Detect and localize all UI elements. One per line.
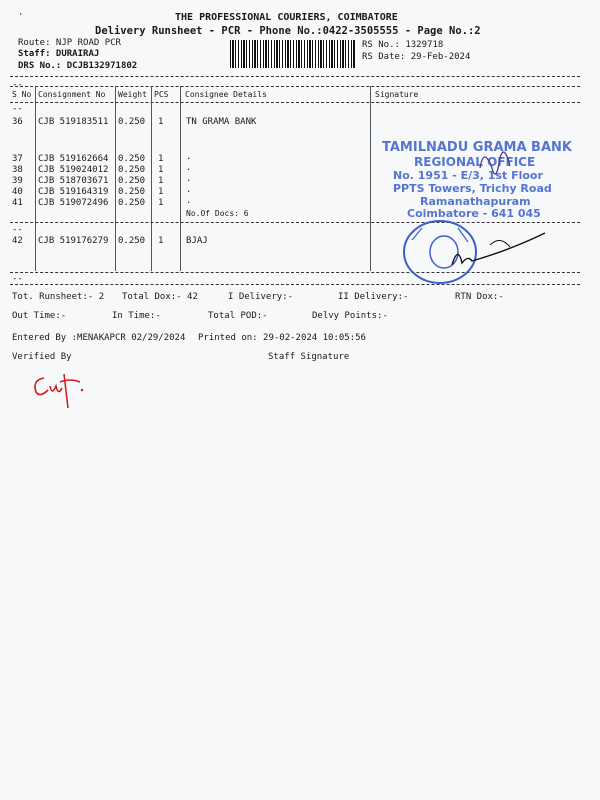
col-header-consignee: Consignee Details — [185, 90, 267, 99]
row-pcs: 1 — [158, 176, 164, 186]
col-header-consignment: Consignment No — [38, 90, 106, 99]
col-header-weight: Weight — [118, 90, 147, 99]
delvy-points: Delvy Points:- — [312, 311, 388, 321]
footer-mark: -- — [12, 274, 23, 284]
row-consignee: . — [186, 196, 192, 206]
stamp-line: Ramanathapuram — [420, 195, 531, 208]
drs-number: DRS No.: DCJB132971802 — [18, 61, 138, 71]
row-consignment: CJB 519072496 — [38, 198, 109, 208]
printed-on: Printed on: 29-02-2024 10:05:56 — [198, 333, 366, 343]
in-time: In Time:- — [112, 311, 161, 321]
row-pcs: 1 — [158, 154, 164, 164]
rs-date: RS Date: 29-Feb-2024 — [362, 52, 471, 62]
row-consignee: . — [186, 152, 192, 162]
stamp-line: PPTS Towers, Trichy Road — [393, 182, 552, 195]
col-divider — [370, 86, 371, 271]
row-consignment: CJB 518703671 — [38, 176, 109, 186]
row-consignee: TN GRAMA BANK — [186, 117, 257, 127]
row-consignee: . — [186, 163, 192, 173]
group-mark: -- — [12, 104, 23, 114]
row-consignee: BJAJ — [186, 236, 208, 246]
row-pcs: 1 — [158, 236, 164, 246]
col-header-signature: Signature — [375, 90, 419, 99]
stamp-line: No. 1951 - E/3, 1st Floor — [393, 169, 543, 182]
row-consignment: CJB 519183511 — [38, 117, 109, 127]
row-consignment: CJB 519176279 — [38, 236, 109, 246]
group-divider — [10, 222, 580, 223]
col-divider — [151, 86, 152, 271]
row-consignment: CJB 519164319 — [38, 187, 109, 197]
row-sno: 37 — [12, 154, 23, 164]
row-sno: 42 — [12, 236, 23, 246]
signature-scribble — [470, 138, 520, 198]
row-sno: 38 — [12, 165, 23, 175]
stamp-line: REGIONAL OFFICE — [414, 155, 536, 169]
signature-scribble — [450, 225, 550, 275]
verified-by: Verified By — [12, 352, 72, 362]
row-consignment: CJB 519162664 — [38, 154, 109, 164]
entered-by: Entered By :MENAKAPCR 02/29/2024 — [12, 333, 186, 343]
section-mark: -- — [12, 80, 23, 90]
company-name: THE PROFESSIONAL COURIERS, COIMBATORE — [175, 12, 398, 23]
row-consignee: . — [186, 185, 192, 195]
out-time: Out Time:- — [12, 311, 67, 321]
row-weight: 0.250 — [118, 165, 146, 175]
col-header-pcs: PCS — [154, 90, 169, 99]
i-delivery: I Delivery:- — [228, 292, 294, 302]
total-pod: Total POD:- — [208, 311, 268, 321]
staff-label: Staff: DURAIRAJ — [18, 49, 100, 59]
table-header-border — [10, 102, 580, 103]
row-sno: 41 — [12, 198, 23, 208]
header-divider — [10, 76, 580, 77]
row-weight: 0.250 — [118, 198, 146, 208]
stamp-line: Coimbatore - 641 045 — [407, 207, 541, 220]
row-pcs: 1 — [158, 117, 164, 127]
col-header-sno: S No — [12, 90, 32, 99]
runsheet-title: Delivery Runsheet - PCR - Phone No.:0422-3505555 - Page No.:2 — [95, 25, 481, 37]
group-mark: -- — [12, 225, 23, 235]
row-consignment: CJB 519024012 — [38, 165, 109, 175]
row-weight: 0.250 — [118, 236, 146, 246]
row-weight: 0.250 — [118, 117, 146, 127]
tot-runsheet: Tot. Runsheet:- 2 — [12, 292, 105, 302]
col-divider — [35, 86, 36, 271]
no-of-docs: No.Of Docs: 6 — [186, 209, 249, 218]
red-initials — [30, 368, 90, 413]
summary-divider — [10, 284, 580, 285]
row-weight: 0.250 — [118, 154, 146, 164]
ii-delivery: II Delivery:- — [338, 292, 409, 302]
col-divider — [180, 86, 181, 271]
row-sno: 36 — [12, 117, 23, 127]
table-top-border — [10, 86, 580, 87]
row-pcs: 1 — [158, 165, 164, 175]
total-dox: Total Dox:- 42 — [122, 292, 198, 302]
rtn-dox: RTN Dox:- — [455, 292, 504, 302]
col-divider — [115, 86, 116, 271]
top-mark: · — [18, 10, 24, 20]
row-weight: 0.250 — [118, 187, 146, 197]
row-pcs: 1 — [158, 198, 164, 208]
route-label: Route: NJP ROAD PCR — [18, 38, 121, 48]
rs-number: RS No.: 1329718 — [362, 40, 444, 50]
row-consignee: . — [186, 174, 192, 184]
row-pcs: 1 — [158, 187, 164, 197]
staff-signature: Staff Signature — [268, 352, 350, 362]
stamp-line: TAMILNADU GRAMA BANK — [382, 140, 572, 155]
row-sno: 40 — [12, 187, 23, 197]
row-sno: 39 — [12, 176, 23, 186]
row-weight: 0.250 — [118, 176, 146, 186]
barcode — [230, 40, 355, 68]
